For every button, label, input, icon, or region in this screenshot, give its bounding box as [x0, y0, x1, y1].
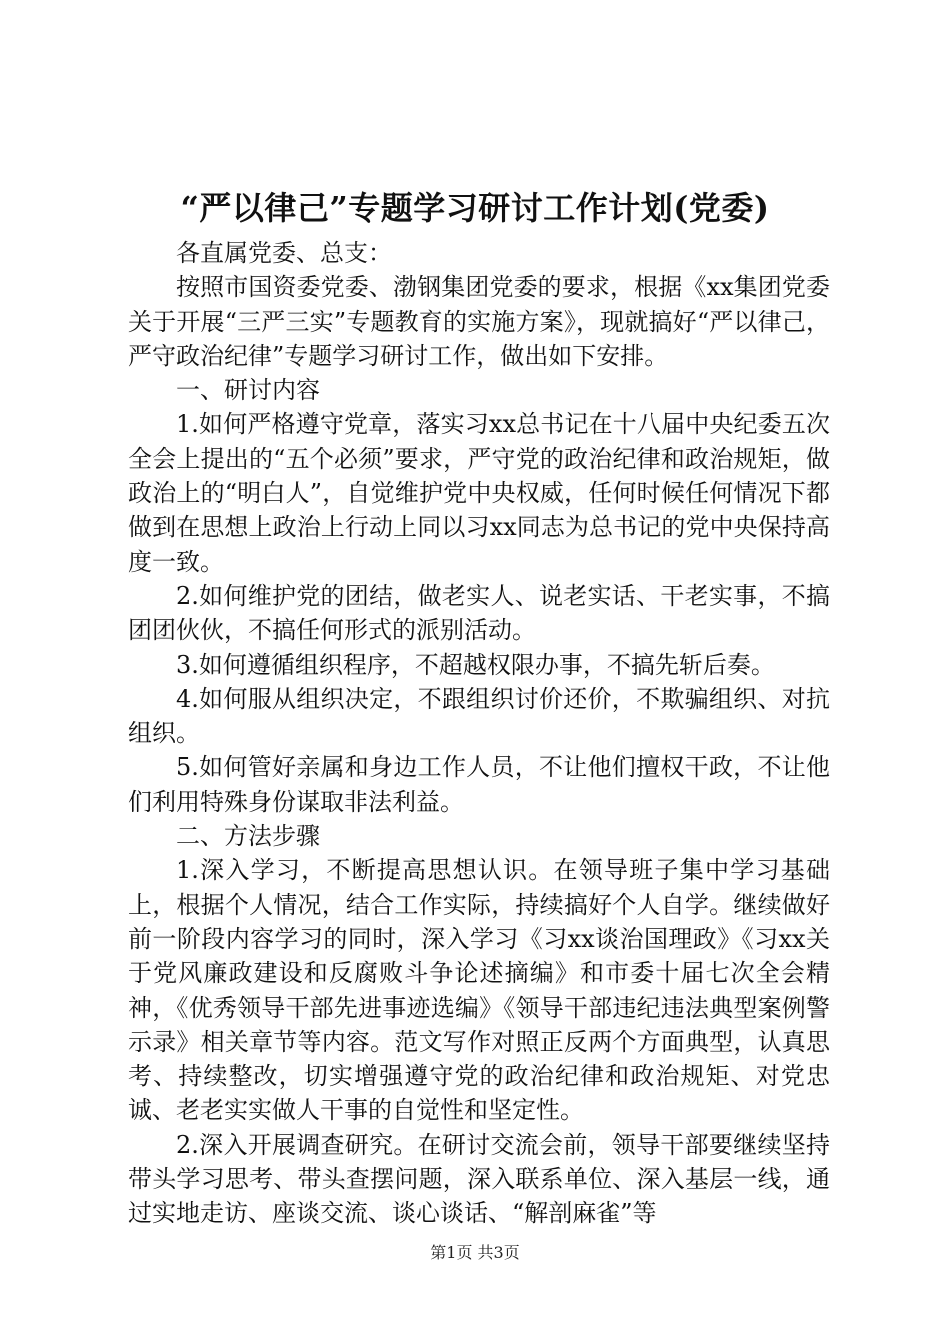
content-item-5: 5.如何管好亲属和身边工作人员，不让他们擅权干政，不让他们利用特殊身份谋取非法利益。	[128, 753, 830, 816]
document-title: “严以律己”专题学习研讨工作计划(党委)	[180, 189, 770, 227]
section-heading-methods: 二、方法步骤	[176, 822, 320, 851]
content-item-1: 1.如何严格遵守党章，落实习xx总书记在十八届中央纪委五次全会上提出的“五个必须”要求，严守党的政治纪律和政治规矩，做政治上的“明白人”，自觉维护党中央权威，任何时候任何情况下都做到在思想上政治上行动上同以习xx同志为总书记的党中央保持高度一致。	[128, 410, 830, 576]
section-heading-content: 一、研讨内容	[176, 376, 320, 405]
method-item-2: 2.深入开展调查研究。在研讨交流会前，领导干部要继续坚持带头学习思考、带头查摆问题，深入联系单位、深入基层一线，通过实地走访、座谈交流、谈心谈话、“解剖麻雀”等	[128, 1130, 830, 1228]
method-item-1: 1.深入学习，不断提高思想认识。在领导班子集中学习基础上，根据个人情况，结合工作实际，持续搞好个人自学。继续做好前一阶段内容学习的同时，深入学习《习xx谈治国理政》《习xx关于党风廉政建设和反腐败斗争论述摘编》和市委十届七次全会精神，《优秀领导干部先进事迹选编》《领导干部违纪违法典型案例警示录》相关章节等内容。范文写作对照正反两个方面典型，认真思考、持续整改，切实增强遵守党的政治纪律和政治规矩、对党忠诚、老老实实做人干事的自觉性和坚定性。	[128, 856, 830, 1125]
salutation-paragraph: 各直属党委、总支：	[176, 239, 392, 267]
page-footer: 第1页 共3页	[430, 1243, 520, 1262]
document-body	[128, 236, 830, 1231]
intro-paragraph: 按照市国资委党委、渤钢集团党委的要求，根据《xx集团党委关于开展“三严三实”专题教育的实施方案》，现就搞好“严以律己，严守政治纪律”专题学习研讨工作，做出如下安排。	[128, 273, 830, 370]
content-item-3: 3.如何遵循组织程序，不超越权限办事，不搞先斩后奏。	[176, 650, 775, 679]
content-item-2: 2.如何维护党的团结，做老实人、说老实话、干老实事，不搞团团伙伙，不搞任何形式的派别活动。	[128, 581, 830, 645]
content-item-4: 4.如何服从组织决定，不跟组织讨价还价，不欺骗组织、对抗组织。	[128, 684, 830, 748]
